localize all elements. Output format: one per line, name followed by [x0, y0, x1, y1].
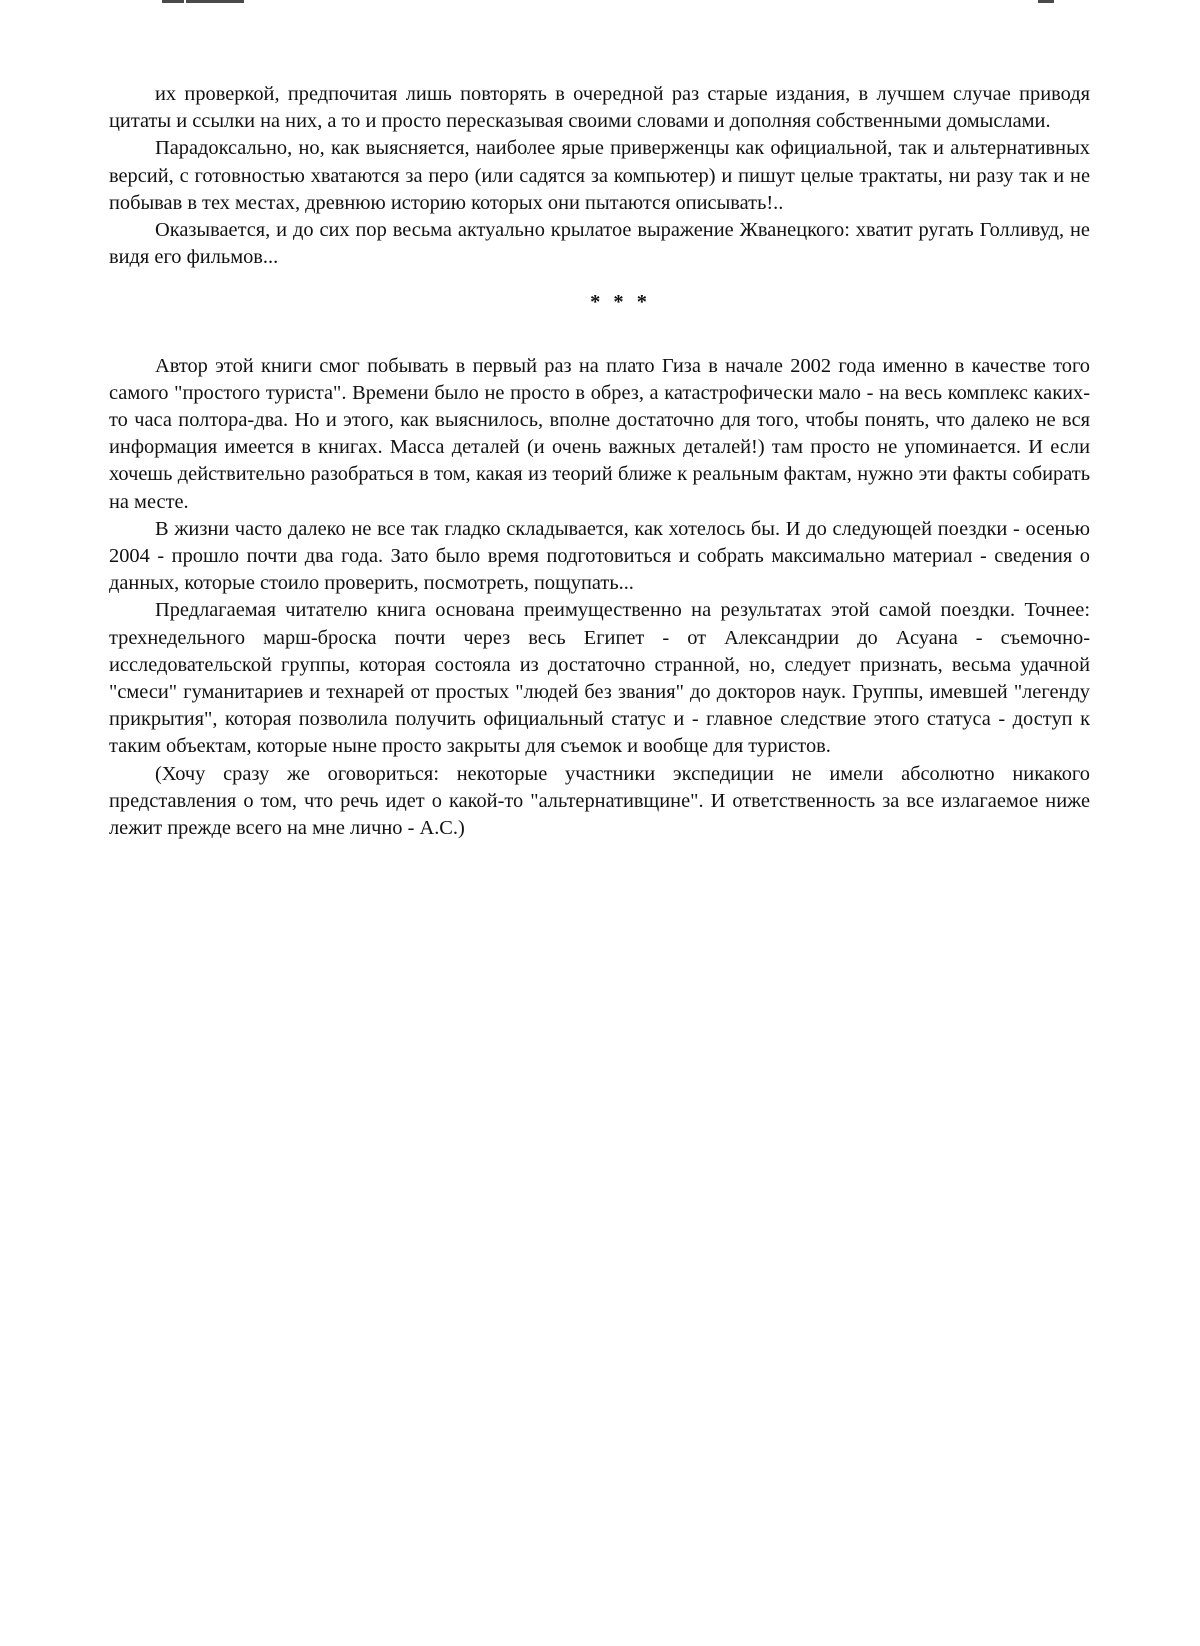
cut-off-text-fragment — [186, 0, 244, 3]
document-page — [0, 0, 1200, 1646]
top-cut-off-line — [0, 0, 1200, 6]
paragraph: их проверкой, предпочитая лишь повторять в очередной раз старые издания, в лучшем случае приводя цитаты и ссылки на них, а то и просто пересказывая своими словами и дополняя собственными домыслами. — [109, 81, 1090, 135]
main-text — [109, 81, 1090, 842]
paragraph: (Хочу сразу же оговориться: некоторые участники экспедиции не имели абсолютно никакого представления о том, что речь идет о какой-то "альтернативщине". И ответственность за все излагаемое ниже лежит прежде всего на мне лично - А.С.) — [109, 761, 1090, 843]
paragraph: Автор этой книги смог побывать в первый раз на плато Гиза в начале 2002 года именно в качестве того самого "простого туриста". Времени было не просто в обрез, а катастрофически мало - на весь комплекс каких-то часа полтора-два. Но и этого, как выяснилось, вполне достаточно для того, чтобы понять, что далеко не вся информация имеется в книгах. Масса деталей (и очень важных деталей!) там просто не упоминается. И если хочешь действительно разобраться в том, какая из теорий ближе к реальным фактам, нужно эти факты собирать на месте. — [109, 353, 1090, 516]
paragraph: Парадоксально, но, как выясняется, наиболее ярые приверженцы как официальной, так и альтернативных версий, с готовностью хватаются за перо (или садятся за компьютер) и пишут целые трактаты, ни разу так и не побывав в тех местах, древнюю историю которых они пытаются описывать!.. — [109, 135, 1090, 217]
cut-off-text-fragment — [1038, 0, 1054, 3]
paragraph: В жизни часто далеко не все так гладко складывается, как хотелось бы. И до следующей поездки - осенью 2004 - прошло почти два года. Зато было время подготовиться и собрать максимально материал - сведения о данных, которые стоило проверить, посмотреть, пощупать... — [109, 516, 1090, 598]
paragraph: Предлагаемая читателю книга основана преимущественно на результатах этой самой поездки. Точнее: трехнедельного марш-броска почти через весь Египет - от Александрии до Асуана - съемочно-исследовательской группы, которая состояла из достаточно странной, но, следует признать, весьма удачной "смеси" гуманитариев и технарей от простых "людей без звания" до докторов наук. Группы, имевшей "легенду прикрытия", которая позволила получить официальный статус и - главное следствие этого статуса - доступ к таким объектам, которые ныне просто закрыты для съемок и вообще для туристов. — [109, 597, 1090, 760]
cut-off-text-fragment — [162, 0, 184, 3]
paragraph: Оказывается, и до сих пор весьма актуально крылатое выражение Жванецкого: хватит ругать Голливуд, не видя его фильмов... — [109, 217, 1090, 271]
section-separator: * * * — [109, 289, 1090, 316]
